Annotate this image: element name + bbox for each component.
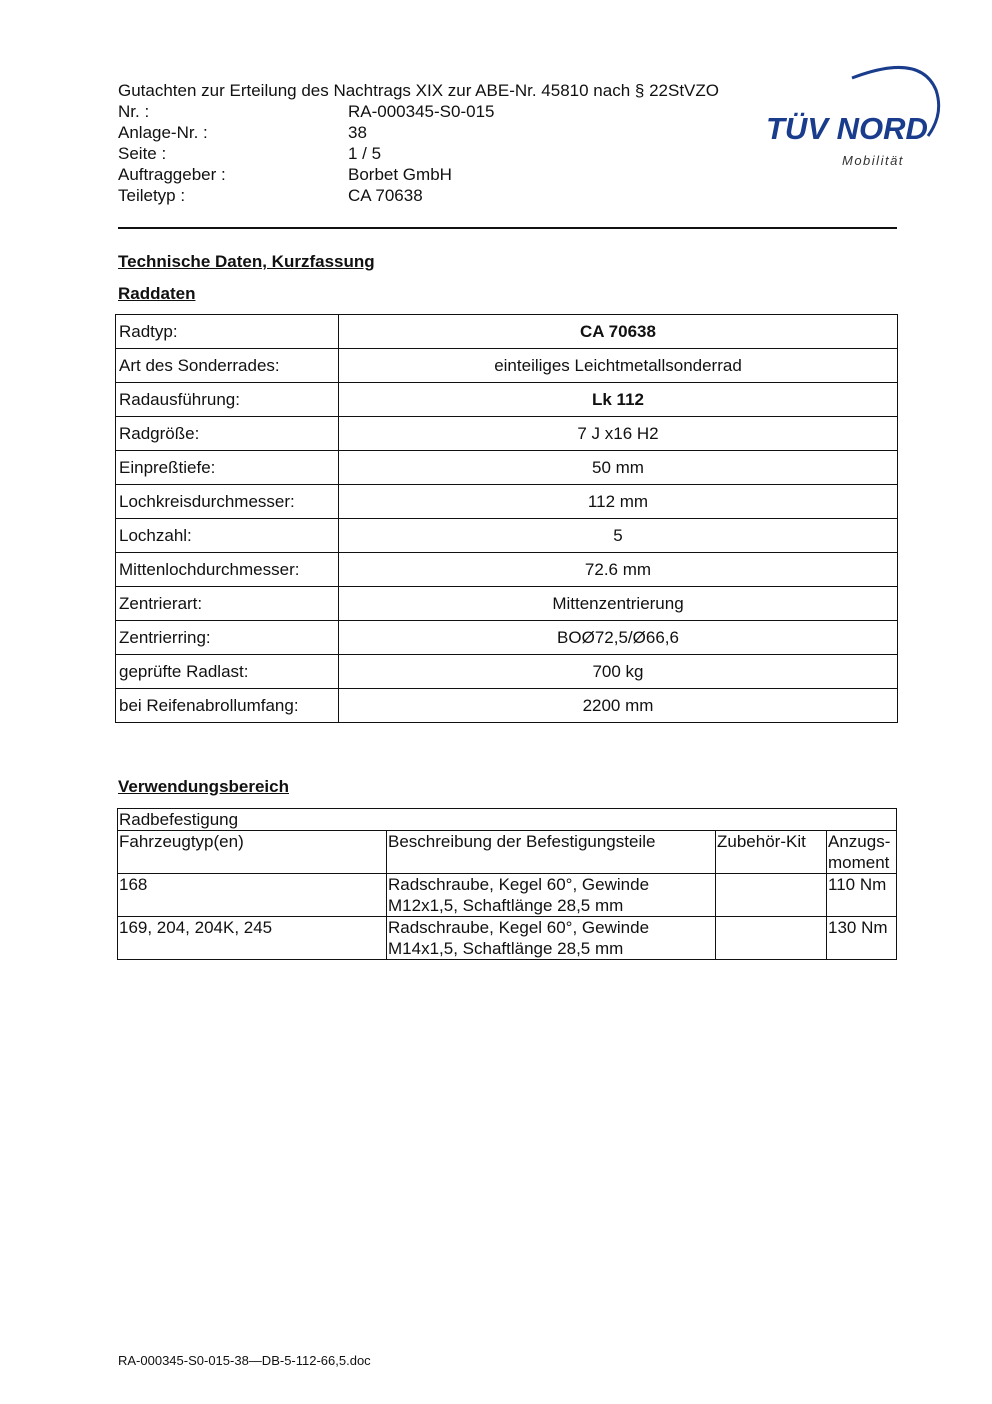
header-row-nr — [118, 101, 719, 122]
row-value: 112 mm — [339, 485, 898, 519]
header-row-teiletyp — [118, 185, 719, 206]
cell-beschreibung: Radschraube, Kegel 60°, Gewinde M14x1,5, Schaftlänge 28,5 mm — [387, 917, 716, 960]
cell-fahrzeugtyp: 169, 204, 204K, 245 — [118, 917, 387, 960]
row-label: bei Reifenabrollumfang: — [116, 689, 339, 723]
logo-wordmark: TÜV NORD — [766, 111, 928, 146]
column-header: Fahrzeugtyp(en) — [118, 831, 387, 874]
header-label: Auftraggeber : — [118, 165, 226, 184]
row-value: BOØ72,5/Ø66,6 — [339, 621, 898, 655]
cell-fahrzeugtyp: 168 — [118, 874, 387, 917]
cell-anzugsmoment: 130 Nm — [827, 917, 897, 960]
footer-filename: RA-000345-S0-015-38—DB-5-112-66,5.doc — [118, 1353, 371, 1368]
cell-zubehoer-kit — [716, 874, 827, 917]
row-value: 5 — [339, 519, 898, 553]
header-value: 1 / 5 — [348, 144, 382, 163]
raddaten-heading: Raddaten — [118, 284, 196, 303]
cell-zubehoer-kit — [716, 917, 827, 960]
logo-subtitle: Mobilität — [842, 153, 904, 168]
header-value: Borbet GmbH — [348, 165, 452, 184]
header-row-anlage — [118, 122, 719, 143]
document-title: Gutachten zur Erteilung des Nachtrags XIX zur ABE-Nr. 45810 nach § 22StVZO — [118, 81, 719, 100]
cell-anzugsmoment: 110 Nm — [827, 874, 897, 917]
section-title: Technische Daten, Kurzfassung — [118, 252, 375, 271]
table-row — [116, 689, 898, 723]
table-row — [116, 587, 898, 621]
header-row-auftraggeber — [118, 164, 719, 185]
row-label: Lochzahl: — [116, 519, 339, 553]
row-value: CA 70638 — [339, 315, 898, 349]
table-row — [116, 383, 898, 417]
header-label: Nr. : — [118, 102, 150, 121]
table-row — [116, 349, 898, 383]
table-row — [118, 917, 897, 960]
document-header — [118, 80, 719, 206]
row-label: Zentrierart: — [116, 587, 339, 621]
row-label: geprüfte Radlast: — [116, 655, 339, 689]
table-header-row — [118, 831, 897, 874]
row-value: Mittenzentrierung — [339, 587, 898, 621]
verwendung-heading: Verwendungsbereich — [118, 777, 289, 796]
row-value: 7 J x16 H2 — [339, 417, 898, 451]
cell-beschreibung: Radschraube, Kegel 60°, Gewinde M12x1,5, Schaftlänge 28,5 mm — [387, 874, 716, 917]
row-label: Einpreßtiefe: — [116, 451, 339, 485]
row-value: einteiliges Leichtmetallsonderrad — [339, 349, 898, 383]
raddaten-table — [115, 314, 898, 723]
group-label: Radbefestigung — [118, 809, 897, 831]
header-value: 38 — [348, 123, 367, 142]
header-label: Teiletyp : — [118, 186, 186, 205]
row-label: Lochkreisdurchmesser: — [116, 485, 339, 519]
header-label: Anlage-Nr. : — [118, 123, 208, 142]
header-value: CA 70638 — [348, 186, 423, 205]
row-value: 700 kg — [339, 655, 898, 689]
table-row — [116, 655, 898, 689]
table-row — [116, 417, 898, 451]
column-header: Anzugs- moment — [827, 831, 897, 874]
table-row — [116, 621, 898, 655]
table-row — [116, 519, 898, 553]
row-label: Radgröße: — [116, 417, 339, 451]
table-row — [116, 315, 898, 349]
table-row — [118, 874, 897, 917]
row-value: 72.6 mm — [339, 553, 898, 587]
row-label: Radausführung: — [116, 383, 339, 417]
header-divider — [118, 227, 897, 229]
row-value: 2200 mm — [339, 689, 898, 723]
verwendung-table — [117, 808, 897, 960]
row-value: Lk 112 — [339, 383, 898, 417]
table-row — [116, 485, 898, 519]
column-header: Zubehör-Kit — [716, 831, 827, 874]
row-label: Art des Sonderrades: — [116, 349, 339, 383]
header-value: RA-000345-S0-015 — [348, 102, 495, 121]
table-row — [116, 553, 898, 587]
header-label: Seite : — [118, 144, 167, 163]
table-group-row — [118, 809, 897, 831]
header-row-seite — [118, 143, 719, 164]
tuv-nord-logo — [760, 58, 950, 173]
row-label: Zentrierring: — [116, 621, 339, 655]
table-row — [116, 451, 898, 485]
row-label: Radtyp: — [116, 315, 339, 349]
column-header: Beschreibung der Befestigungsteile — [387, 831, 716, 874]
row-label: Mittenlochdurchmesser: — [116, 553, 339, 587]
row-value: 50 mm — [339, 451, 898, 485]
